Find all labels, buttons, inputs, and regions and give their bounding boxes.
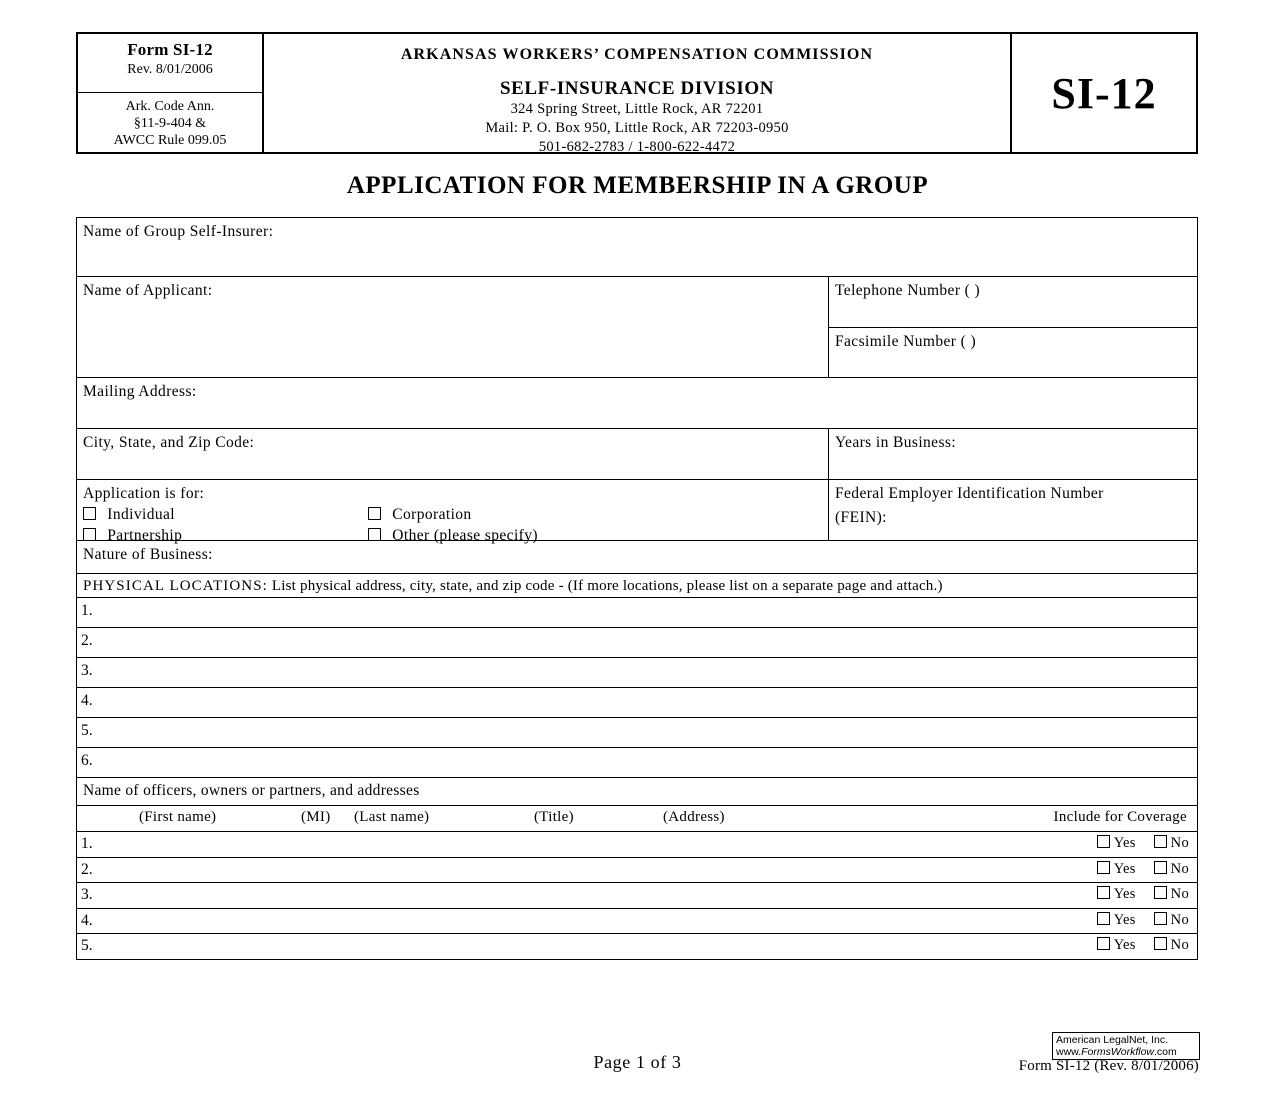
option-corporation[interactable] xyxy=(368,506,822,524)
row-number: 6. xyxy=(81,752,93,769)
coverage-choice[interactable] xyxy=(1083,861,1189,878)
checkbox-icon[interactable] xyxy=(1097,835,1110,848)
field-group-self-insurer[interactable] xyxy=(77,218,1197,276)
coverage-choice[interactable] xyxy=(1083,937,1189,954)
page-title: APPLICATION FOR MEMBERSHIP IN A GROUP xyxy=(346,172,929,199)
officers-column-headers xyxy=(77,806,1197,832)
checkbox-icon[interactable] xyxy=(368,507,381,520)
officer-row[interactable] xyxy=(77,909,1197,935)
legalnet-company: American LegalNet, Inc. xyxy=(1056,1034,1169,1046)
row-city-state-zip-years xyxy=(77,429,1197,480)
label-application-is-for: Application is for: xyxy=(83,485,205,502)
row-number: 3. xyxy=(81,662,93,679)
header-form-code-block xyxy=(1010,34,1196,152)
field-applicant-name[interactable] xyxy=(77,277,829,377)
entity-options-row-1 xyxy=(83,506,822,524)
coverage-yes-label: Yes xyxy=(1113,937,1136,953)
row-number: 2. xyxy=(81,632,93,649)
checkbox-icon[interactable] xyxy=(368,528,381,541)
label-facsimile-number: Facsimile Number ( ) xyxy=(835,332,977,350)
legalnet-url-tld: .com xyxy=(1154,1046,1177,1058)
footer-form-reference: Form SI-12 (Rev. 8/01/2006) xyxy=(1018,1058,1199,1074)
row-number: 4. xyxy=(81,692,93,709)
physical-locations-heading-rest: List physical address, city, state, and zip code - (If more locations, please list on a separate page and attach.) xyxy=(267,578,943,594)
agency-name: ARKANSAS WORKERS’ COMPENSATION COMMISSION xyxy=(400,46,874,63)
statute-line-1: Ark. Code Ann. xyxy=(125,99,215,114)
coverage-choice[interactable] xyxy=(1083,912,1189,929)
row-number: 3. xyxy=(81,886,93,903)
coverage-choice[interactable] xyxy=(1083,835,1189,852)
column-header-title: (Title) xyxy=(534,809,574,825)
checkbox-icon[interactable] xyxy=(1154,886,1167,899)
option-corporation-label: Corporation xyxy=(392,506,472,523)
field-application-is-for xyxy=(77,480,829,544)
checkbox-icon[interactable] xyxy=(1154,861,1167,874)
column-header-last-name: (Last name) xyxy=(354,809,430,825)
checkbox-icon[interactable] xyxy=(1097,912,1110,925)
row-mailing-address xyxy=(77,378,1197,429)
option-other-label: Other (please specify) xyxy=(392,527,538,544)
physical-location-row[interactable] xyxy=(77,748,1197,778)
physical-location-row[interactable] xyxy=(77,658,1197,688)
physical-location-row[interactable] xyxy=(77,628,1197,658)
row-group-self-insurer xyxy=(77,218,1197,277)
statute-line-2: §11-9-404 & xyxy=(133,116,207,131)
row-number: 2. xyxy=(81,860,93,878)
label-nature-of-business: Nature of Business: xyxy=(83,546,213,563)
label-applicant-name: Name of Applicant: xyxy=(83,282,213,299)
option-partnership-label: Partnership xyxy=(107,527,183,544)
column-header-include-for-coverage: Include for Coverage xyxy=(1053,809,1187,825)
label-mailing-address: Mailing Address: xyxy=(83,383,197,400)
form-code-large: SI-12 xyxy=(1051,68,1157,118)
form-revision: Rev. 8/01/2006 xyxy=(127,62,213,77)
row-applicant-and-contact xyxy=(77,277,1197,378)
checkbox-icon[interactable] xyxy=(1154,937,1167,950)
division-name: SELF-INSURANCE DIVISION xyxy=(499,78,775,99)
legalnet-url-www: www. xyxy=(1056,1046,1082,1058)
field-facsimile-number[interactable] xyxy=(829,328,1197,378)
checkbox-icon[interactable] xyxy=(1097,861,1110,874)
header-agency-block xyxy=(264,34,1010,155)
field-years-in-business[interactable] xyxy=(829,429,1197,479)
label-years-in-business: Years in Business: xyxy=(835,434,957,451)
label-fein-line-1: Federal Employer Identification Number xyxy=(835,485,1104,502)
officer-row[interactable] xyxy=(77,858,1197,884)
officers-section-heading: Name of officers, owners or partners, and addresses xyxy=(77,778,1197,806)
field-city-state-zip[interactable] xyxy=(77,429,829,479)
coverage-yes-label: Yes xyxy=(1113,886,1136,902)
application-form-table xyxy=(76,217,1198,960)
row-entity-type-and-fein xyxy=(77,480,1197,544)
row-number: 5. xyxy=(81,937,93,954)
agency-phone: 501-682-2783 / 1-800-622-4472 xyxy=(538,139,736,155)
coverage-no-label: No xyxy=(1170,860,1189,877)
coverage-no-label: No xyxy=(1170,937,1189,953)
physical-locations-heading-caps: PHYSICAL LOCATIONS: xyxy=(83,578,268,594)
coverage-yes-label: Yes xyxy=(1113,860,1136,877)
header-left-identifiers xyxy=(78,34,264,152)
contact-subgroup xyxy=(829,277,1197,377)
label-telephone-number: Telephone Number ( ) xyxy=(835,282,981,299)
officer-row[interactable] xyxy=(77,934,1197,960)
label-fein-line-2: (FEIN): xyxy=(835,509,887,526)
row-number: 4. xyxy=(81,911,93,929)
label-group-self-insurer: Name of Group Self-Insurer: xyxy=(83,223,274,240)
checkbox-icon[interactable] xyxy=(83,507,96,520)
row-number: 1. xyxy=(81,602,93,619)
legalnet-url-brand: FormsWorkflow xyxy=(1081,1046,1155,1058)
header-form-number-block xyxy=(78,34,262,93)
column-header-first-name: (First name) xyxy=(139,809,217,825)
officer-row[interactable] xyxy=(77,883,1197,909)
field-mailing-address[interactable] xyxy=(77,378,1197,428)
agency-street-address: 324 Spring Street, Little Rock, AR 72201 xyxy=(510,101,764,117)
checkbox-icon[interactable] xyxy=(1097,937,1110,950)
checkbox-icon[interactable] xyxy=(1097,886,1110,899)
row-nature-of-business xyxy=(77,541,1197,574)
column-header-mi: (MI) xyxy=(301,809,331,825)
checkbox-icon[interactable] xyxy=(1154,912,1167,925)
coverage-yes-label: Yes xyxy=(1113,911,1136,928)
option-individual-label: Individual xyxy=(107,506,175,523)
form-header xyxy=(76,32,1198,154)
coverage-choice[interactable] xyxy=(1083,886,1189,903)
row-physical-locations-heading xyxy=(77,574,1197,598)
option-individual[interactable] xyxy=(83,506,368,524)
header-statute-block xyxy=(78,93,262,152)
physical-location-row[interactable] xyxy=(77,598,1197,628)
row-number: 5. xyxy=(81,722,93,739)
physical-location-row[interactable] xyxy=(77,718,1197,748)
coverage-yes-label: Yes xyxy=(1113,835,1136,851)
field-telephone-number[interactable] xyxy=(829,277,1197,328)
agency-mailing-address: Mail: P. O. Box 950, Little Rock, AR 72203-0950 xyxy=(485,120,789,136)
statute-line-3: AWCC Rule 099.05 xyxy=(113,133,227,148)
checkbox-icon[interactable] xyxy=(1154,835,1167,848)
coverage-no-label: No xyxy=(1170,886,1189,902)
checkbox-icon[interactable] xyxy=(83,528,96,541)
field-fein[interactable] xyxy=(829,480,1197,540)
coverage-no-label: No xyxy=(1170,835,1189,851)
page-number: Page 1 of 3 xyxy=(593,1052,682,1072)
column-header-address: (Address) xyxy=(663,809,725,825)
officer-row[interactable] xyxy=(77,832,1197,858)
row-number: 1. xyxy=(81,835,93,852)
form-number: Form SI-12 xyxy=(127,40,213,59)
field-nature-of-business[interactable] xyxy=(77,541,1197,573)
label-city-state-zip: City, State, and Zip Code: xyxy=(83,434,255,451)
physical-location-row[interactable] xyxy=(77,688,1197,718)
coverage-no-label: No xyxy=(1170,911,1189,928)
physical-locations-heading xyxy=(77,574,1197,597)
